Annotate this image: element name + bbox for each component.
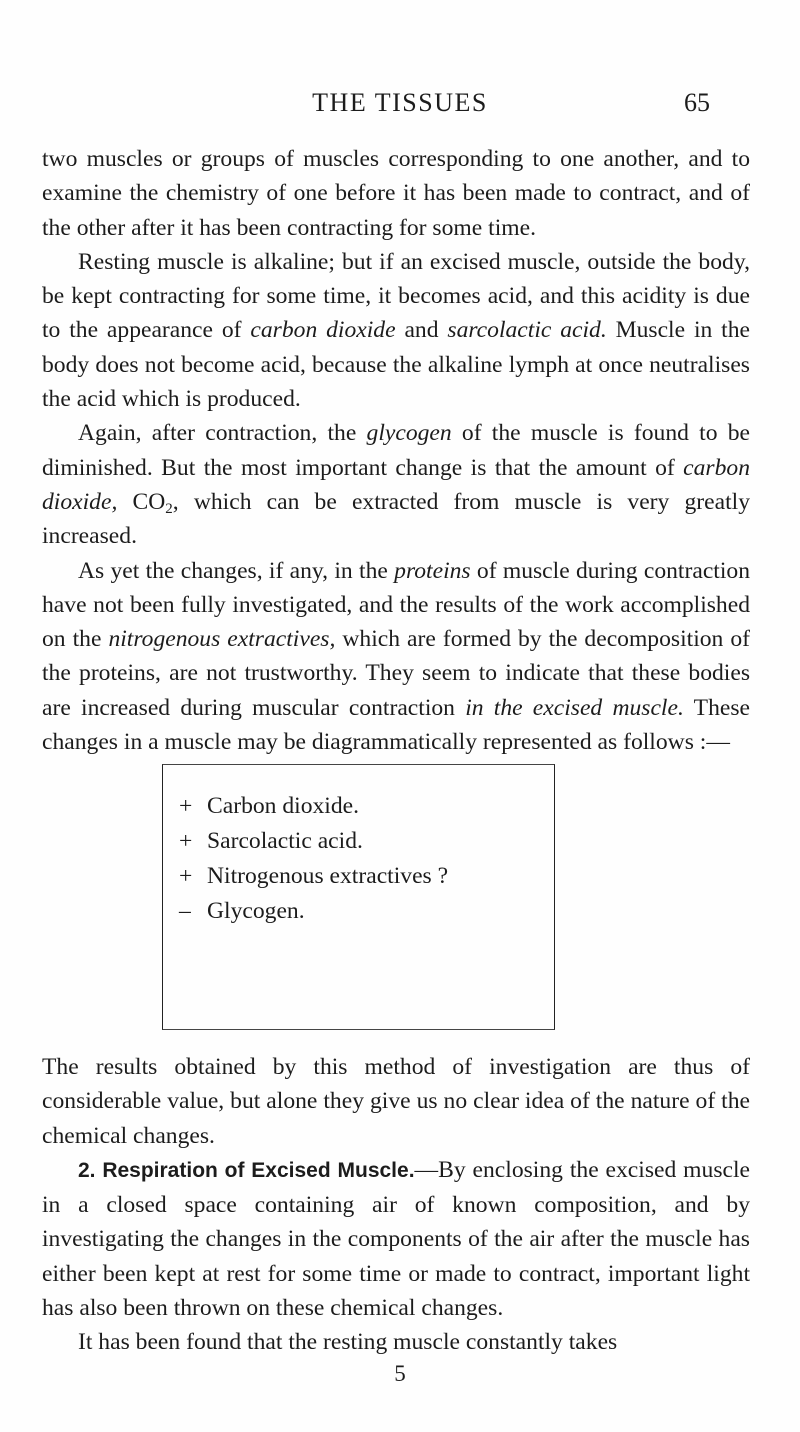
section-heading: 2. Respiration of Excised Muscle. <box>78 1158 415 1182</box>
paragraph-4 <box>42 554 750 760</box>
p3-text-3: CO <box>117 488 166 515</box>
paragraph-6-text: —By enclosing the excised muscle in a closed space containing air of known composition, and by investigating the changes in the components of the air after the muscle has either been kept at rest for some time or made to contract, important light has also been thrown on these chemical changes. <box>42 1156 750 1322</box>
signature-mark: 5 <box>394 1361 406 1386</box>
list-item <box>179 824 448 859</box>
p2-italic-sarcolactic-acid: sarcolactic acid. <box>447 317 607 344</box>
p4-italic-excised-muscle: in the excised muscle. <box>465 694 684 721</box>
page-header <box>0 88 800 128</box>
list-item <box>179 894 448 929</box>
p3-italic-glycogen: glycogen <box>366 420 452 447</box>
list-item-label: Nitrogenous extractives ? <box>207 863 449 889</box>
p4-text-1: As yet the changes, if any, in the <box>78 557 395 584</box>
p3-text-4: , which can be extracted from muscle is very greatly increased. <box>42 488 750 550</box>
plus-sign: + <box>179 793 193 819</box>
plus-sign: + <box>179 828 193 854</box>
paragraph-1-text: two muscles or groups of muscles corresponding to one another, and to examine the chemistry of one before it has been made to contract, and of the other after it has been contracting for some time. <box>42 146 750 241</box>
p2-text-1: Resting muscle is alkaline; but if an excised muscle, outside the body, be kept contracting for some time, it becomes acid, and this acidity is due to the appearance of <box>42 248 750 344</box>
page-number: 65 <box>684 88 710 117</box>
list-item-label: Glycogen. <box>207 898 305 924</box>
p2-text-2: and <box>395 317 448 344</box>
paragraph-7-text: It has been found that the resting muscle constantly takes <box>78 1329 618 1356</box>
p4-italic-proteins: proteins <box>394 557 471 584</box>
list-item <box>179 789 448 824</box>
paragraph-5 <box>42 1050 750 1153</box>
paragraph-5-text: The results obtained by this method of investigation are thus of considerable value, but alone they give us no clear idea of the nature of the chemical changes. <box>42 1054 750 1149</box>
p4-text-3: which are formed by the decomposition of the proteins, are not trustworthy. They seem to indicate that these bodies are increased during muscular contraction <box>42 626 751 721</box>
paragraph-7 <box>42 1325 750 1359</box>
p3-text-1: Again, after contraction, the <box>78 420 367 447</box>
body-text-upper <box>42 142 750 759</box>
p2-text-3: Muscle in the body does not become acid, because the alkaline lymph at once neutralises the acid which is produced. <box>42 317 750 413</box>
p3-subscript: 2 <box>165 500 173 517</box>
paragraph-1 <box>42 142 750 245</box>
paragraph-3 <box>42 416 750 553</box>
changes-diagram-box <box>162 764 555 1030</box>
p4-text-2: of muscle during contraction have not been fully investigated, and the results of the work accomplished on the <box>42 557 750 653</box>
list-item <box>179 859 448 894</box>
p4-italic-nitrogenous-extractives: nitrogenous extractives, <box>108 626 336 653</box>
changes-list <box>179 789 448 929</box>
p4-text-4: These changes in a muscle may be diagrammatically represented as follows :— <box>42 694 750 756</box>
plus-sign: + <box>179 863 193 889</box>
minus-sign: – <box>179 898 191 924</box>
paragraph-2 <box>42 245 750 416</box>
running-title: THE TISSUES <box>312 88 488 117</box>
paragraph-6 <box>42 1153 750 1325</box>
p3-text-2: of the muscle is found to be diminished. But the most important change is that the amount of <box>42 420 750 481</box>
list-item-label: Carbon dioxide. <box>207 793 360 819</box>
list-item-label: Sarcolactic acid. <box>207 828 363 854</box>
p2-italic-carbon-dioxide: carbon dioxide <box>250 317 396 344</box>
p3-italic-carbon-dioxide: carbon dioxide, <box>42 454 750 515</box>
body-text-lower <box>42 1050 750 1360</box>
